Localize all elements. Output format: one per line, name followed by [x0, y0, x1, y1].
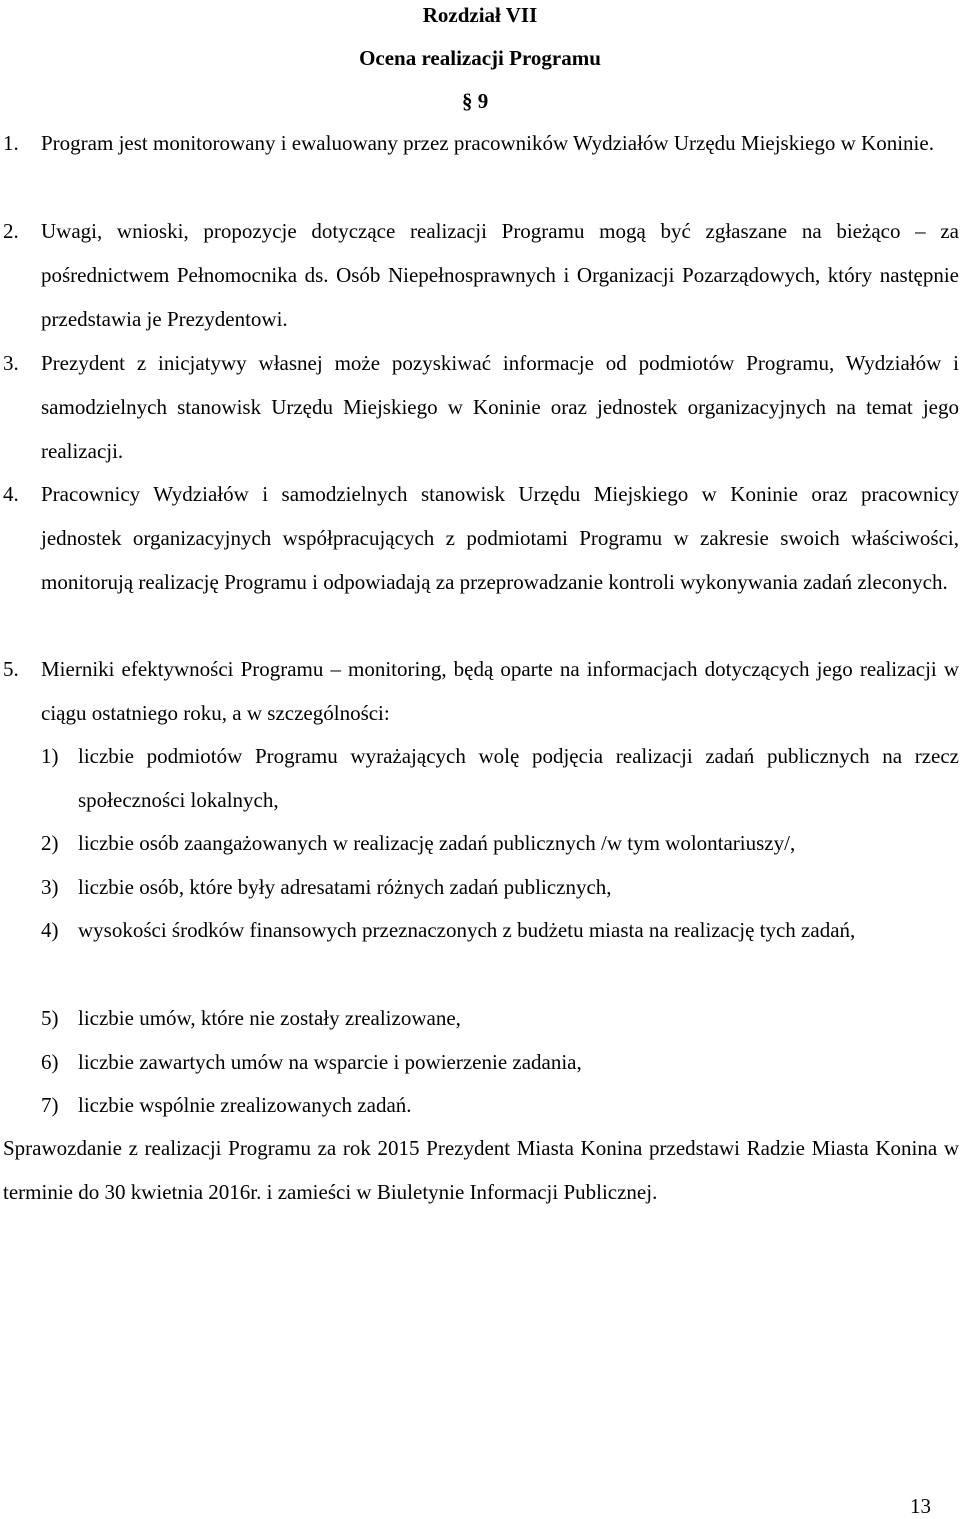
sub-list-item-number: 7)	[41, 1093, 59, 1117]
sub-list-item-text: liczbie osób, które były adresatami różnych zadań publicznych,	[78, 875, 612, 899]
list-item-text: Mierniki efektywności Programu – monitoring, będą oparte na informacjach dotyczących jego realizacji w ciągu ostatniego roku, a w szczególności:	[41, 657, 959, 725]
sub-list-item-number: 1)	[41, 744, 59, 768]
section-number: § 9	[462, 89, 489, 113]
list-item-number: 5.	[3, 657, 19, 681]
sub-list-item-number: 4)	[41, 918, 59, 942]
sub-list-item-text: liczbie osób zaangażowanych w realizację zadań publicznych /w tym wolontariuszy/,	[78, 831, 796, 855]
chapter-title: Rozdział VII	[422, 3, 538, 27]
list-item-number: 1.	[3, 131, 19, 155]
list-item-number: 3.	[3, 351, 19, 375]
sub-list-item-number: 3)	[41, 875, 59, 899]
sub-list-item-text: wysokości środków finansowych przeznaczonych z budżetu miasta na realizację tych zadań,	[78, 918, 856, 942]
sub-list-item-number: 6)	[41, 1050, 59, 1074]
sub-list-item-text: liczbie wspólnie zrealizowanych zadań.	[78, 1093, 412, 1117]
closing-paragraph: Sprawozdanie z realizacji Programu za rok 2015 Prezydent Miasta Konina przedstawi Radzie Miasta Konina w terminie do 30 kwietnia 2016r. i zamieści w Biuletynie Informacji Publicznej.	[3, 1136, 959, 1204]
list-item-number: 4.	[3, 482, 19, 506]
list-item-number: 2.	[3, 219, 19, 243]
sub-list-item-number: 5)	[41, 1006, 59, 1030]
sub-list-item-text: liczbie zawartych umów na wsparcie i powierzenie zadania,	[78, 1050, 582, 1074]
list-item-text: Pracownicy Wydziałów i samodzielnych stanowisk Urzędu Miejskiego w Koninie oraz pracownicy jednostek organizacyjnych współpracujących z podmiotami Programu w zakresie swoich właściwości, monitorują realizację Programu i odpowiadają za przeprowadzanie kontroli wykonywania zadań zleconych.	[41, 482, 959, 594]
page-number: 13	[910, 1494, 931, 1518]
list-item-text: Uwagi, wnioski, propozycje dotyczące realizacji Programu mogą być zgłaszane na bieżąco – za pośrednictwem Pełnomocnika ds. Osób Niepełnosprawnych i Organizacji Pozarządowych, który następnie przedstawia je Prezydentowi.	[41, 219, 959, 331]
chapter-subtitle: Ocena realizacji Programu	[359, 46, 601, 70]
list-item-text: Program jest monitorowany i ewaluowany przez pracowników Wydziałów Urzędu Miejskiego w Koninie.	[41, 131, 934, 155]
sub-list-item-text: liczbie umów, które nie zostały zrealizowane,	[78, 1006, 461, 1030]
sub-list-item-text: liczbie podmiotów Programu wyrażających wolę podjęcia realizacji zadań publicznych na rzecz społeczności lokalnych,	[78, 744, 959, 812]
sub-list-item-number: 2)	[41, 831, 59, 855]
list-item-text: Prezydent z inicjatywy własnej może pozyskiwać informacje od podmiotów Programu, Wydziałów i samodzielnych stanowisk Urzędu Miejskiego w Koninie oraz jednostek organizacyjnych na temat jego realizacji.	[41, 351, 959, 463]
